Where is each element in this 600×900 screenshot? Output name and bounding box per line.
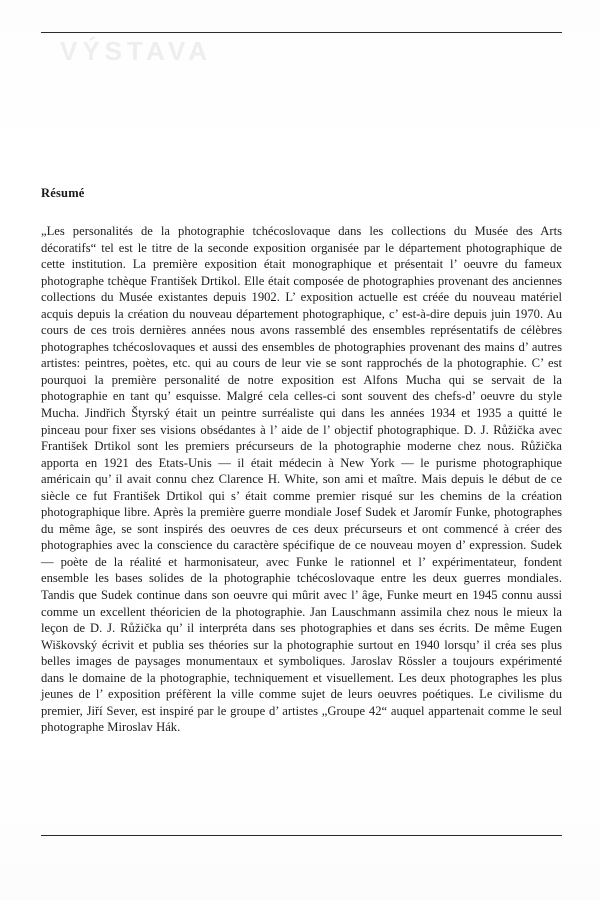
abstract-section	[41, 186, 562, 736]
header-rule	[41, 32, 562, 33]
section-heading: Résumé	[41, 186, 85, 200]
footer-rule	[41, 835, 562, 836]
verso-bleedthrough-artifact: VÝSTAVA	[60, 36, 213, 66]
abstract-body-text: „Les personalités de la photographie tchécoslovaque dans les collections du Musée des Arts décoratifs“ tel est le titre de la seconde exposition organisée par le département photographique de cette institution. La première exposition était monographique et présentait l’ oeuvre du fameux photographe tchèque František Drtikol. Elle était composée de photographies provenant des anciennes collections du Musée existantes depuis 1902. L’ exposition actuelle est créée du nouveau matériel acquis depuis la création du nouveau département photographique, c’ est-à-dire depuis juin 1970. Au cours de ces trois dernières années nous avons rassemblé des ensembles représentatifs de célèbres photographes tchécoslovaques et aussi des ensembles de photographies provenant des mains d’ autres artistes: peintres, poètes, etc. qui au cours de leur vie se sont rapprochés de la photographie. C’ est pourquoi la première personalité de notre exposition est Alfons Mucha qui se servait de la photographie en tant qu’ esquisse. Malgré cela celles-ci sont souvent des chefs-d’ oeuvre du style Mucha. Jindřich Štyrský était un peintre surréaliste qui dans les années 1934 et 1935 a quitté le pinceau pour fixer ses visions obsédantes à l’ aide de l’ objectif photographique. D. J. Růžička avec František Drtikol sont les premiers précurseurs de la photographie moderne chez nous. Růžička apporta en 1921 des Etats-Unis — il était médecin à New York — le purisme photographique américain qu’ il avait connu chez Clarence H. White, son ami et maître. Mais depuis le début de ce siècle ce fut František Drtikol qui s’ était comme premier risqué sur les chemins de la création photographique libre. Après la première guerre mondiale Josef Sudek et Jaromír Funke, photographes du même âge, se sont inspirés des oeuvres de ces deux précurseurs et ont commencé à créer des photographies avec la conscience du caractère spécifique de ce nouveau moyen d’ expression. Sudek — poète de la réalité et harmonisateur, avec Funke le rationnel et l’ expérimentateur, fondent ensemble les bases solides de la photographie tchécoslovaque entre les deux guerres mondiales. Tandis que Sudek continue dans son oeuvre qui mûrit avec l’ âge, Funke meurt en 1945 connu aussi comme un excellent théoricien de la photographie. Jan Lauschmann assimila chez nous le mieux la leçon de D. J. Růžička qu’ il interpréta dans ses photographies et dans ses écrits. De même Eugen Wiškovský écrivit et publia ses théories sur la photographie surtout en 1940 lorsqu’ il créa ses plus belles images de paysages monumentaux et symboliques. Jaroslav Rössler a toujours expérimenté dans le domaine de la photographie, techniquement et visuellement. Les deux photographes les plus jeunes de l’ exposition préfèrent la ville comme sujet de leurs oeuvres poétiques. Le civilisme du premier, Jiří Sever, est inspiré par le groupe d’ artistes „Groupe 42“ auquel appartenait comme le seul photographe Miroslav Hák.	[41, 224, 562, 735]
